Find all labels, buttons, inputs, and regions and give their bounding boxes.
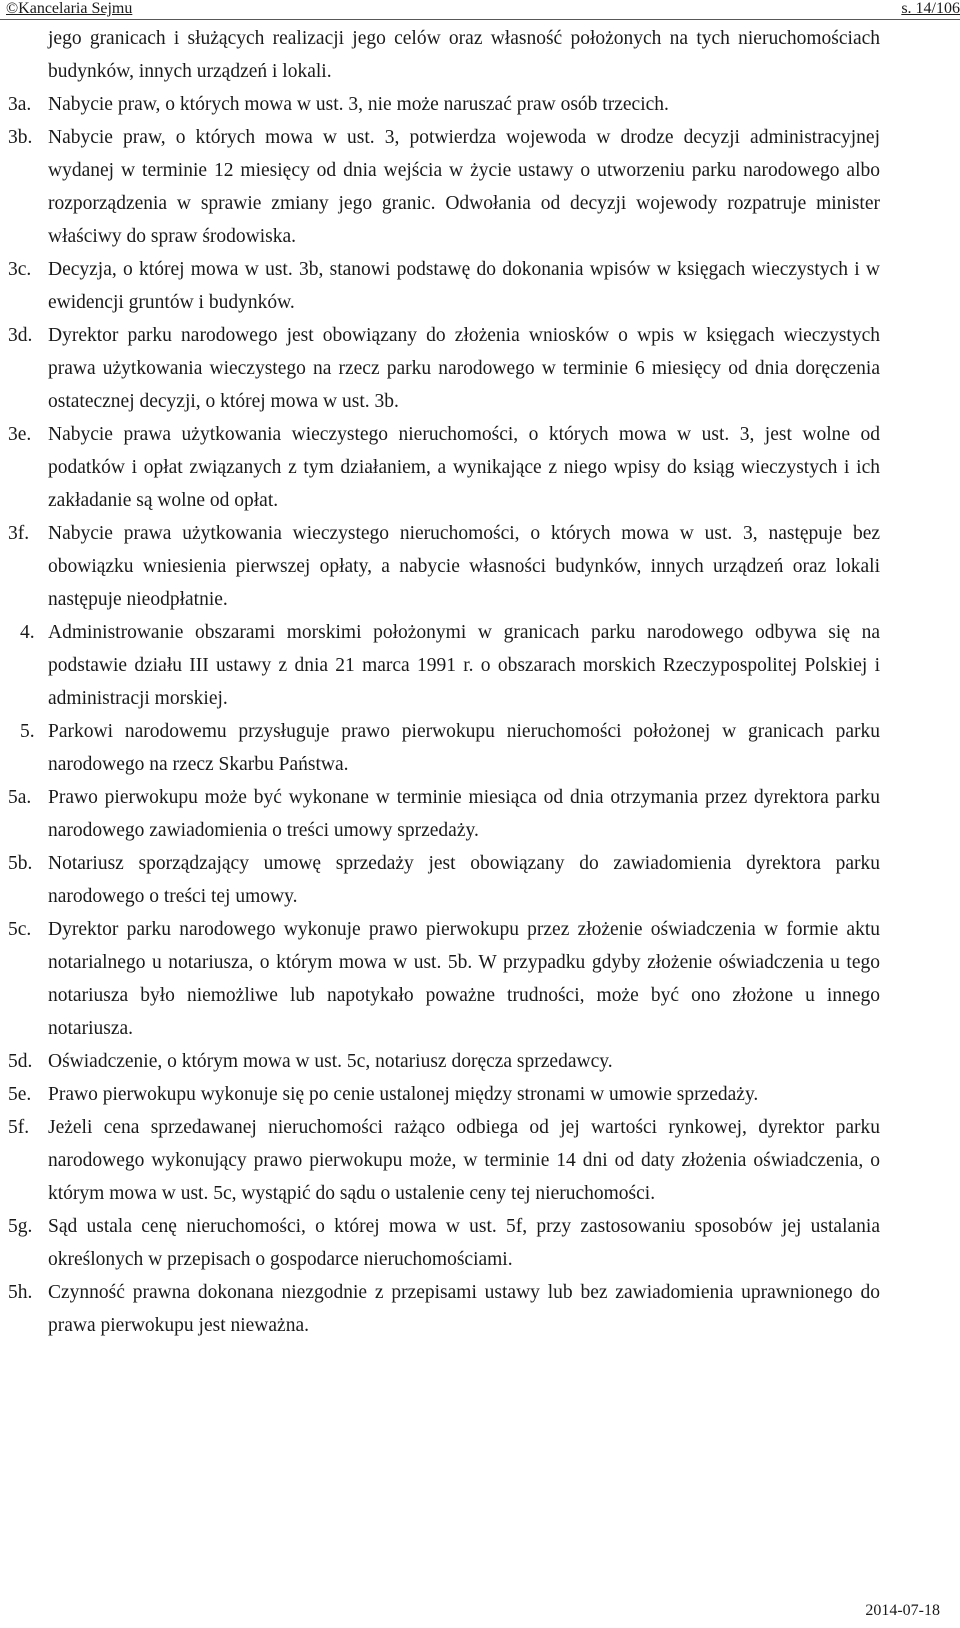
paragraph-number: 3a. bbox=[8, 94, 32, 115]
paragraph-5d bbox=[0, 1045, 880, 1078]
paragraph-5f bbox=[0, 1111, 880, 1210]
paragraph-3e bbox=[0, 418, 880, 517]
paragraph-text: Prawo pierwokupu może być wykonane w terminie miesiąca od dnia otrzymania przez dyrektora parku narodowego zawiadomienia o treści umowy sprzedaży. bbox=[48, 787, 880, 841]
paragraph-5c bbox=[0, 913, 880, 1045]
paragraph-text: Dyrektor parku narodowego wykonuje prawo pierwokupu przez złożenie oświadczenia w formie aktu notarialnego u notariusza, o którym mowa w ust. 5b. W przypadku gdyby złożenie oświadczenia u tego notariusza było niemożliwe lub napotykało poważne trudności, może być ono złożone u innego notariusza. bbox=[48, 919, 880, 1039]
paragraph-text: Nabycie prawa użytkowania wieczystego nieruchomości, o których mowa w ust. 3, jest wolne od podatków i opłat związanych z tym działaniem, a wynikające z niego wpisy do ksiąg wieczystych i ich zakładanie są wolne od opłat. bbox=[48, 424, 880, 511]
paragraph-number: 5a. bbox=[8, 787, 32, 808]
paragraph-5b bbox=[0, 847, 880, 913]
paragraph-number: 5f. bbox=[8, 1117, 30, 1138]
paragraph-text: Decyzja, o której mowa w ust. 3b, stanowi podstawę do dokonania wpisów w księgach wieczystych i w ewidencji gruntów i budynków. bbox=[48, 259, 880, 313]
page-footer-date: 2014-07-18 bbox=[865, 1602, 940, 1619]
paragraph-text: Jeżeli cena sprzedawanej nieruchomości rażąco odbiega od jej wartości rynkowej, dyrektor parku narodowego wykonujący prawo pierwokupu może, w terminie 14 dni od daty złożenia oświadczenia, o którym mowa w ust. 5c, wystąpić do sądu o ustalenie ceny tej nieruchomości. bbox=[48, 1117, 880, 1204]
paragraph-number: 5. bbox=[20, 721, 35, 742]
paragraph-number: 3f. bbox=[8, 523, 30, 544]
continuation-text: jego granicach i służących realizacji jego celów oraz własność położonych na tych nieruchomościach budynków, innych urządzeń i lokali. bbox=[48, 28, 880, 82]
document-body bbox=[0, 22, 880, 1342]
paragraph-number: 5g. bbox=[8, 1216, 33, 1237]
paragraph-text: Nabycie praw, o których mowa w ust. 3, nie może naruszać praw osób trzecich. bbox=[48, 94, 669, 115]
paragraph-text: Nabycie praw, o których mowa w ust. 3, potwierdza wojewoda w drodze decyzji administracyjnej wydanej w terminie 12 miesięcy od dnia wejścia w życie ustawy o utworzeniu parku narodowego albo rozporządzenia w sprawie zmiany jego granic. Odwołania od decyzji wojewody rozpatruje minister właściwy do spraw środowiska. bbox=[48, 127, 880, 247]
paragraph-number: 5e. bbox=[8, 1084, 32, 1105]
paragraph-3b bbox=[0, 121, 880, 253]
paragraph-number: 3e. bbox=[8, 424, 32, 445]
paragraph-text: Administrowanie obszarami morskimi położonymi w granicach parku narodowego odbywa się na podstawie działu III ustawy z dnia 21 marca 1991 r. o obszarach morskich Rzeczypospolitej Polskiej i administracji morskiej. bbox=[48, 622, 880, 709]
paragraph-5h bbox=[0, 1276, 880, 1342]
header-divider bbox=[0, 19, 960, 20]
paragraph-number: 5b. bbox=[8, 853, 33, 874]
paragraph-5a bbox=[0, 781, 880, 847]
paragraph-text: Notariusz sporządzający umowę sprzedaży jest obowiązany do zawiadomienia dyrektora parku narodowego o treści tej umowy. bbox=[48, 853, 880, 907]
paragraph-5e bbox=[0, 1078, 880, 1111]
paragraph-number: 3d. bbox=[8, 325, 33, 346]
paragraph-text: Nabycie prawa użytkowania wieczystego nieruchomości, o których mowa w ust. 3, następuje bez obowiązku wniesienia pierwszej opłaty, a nabycie własności budynków, innych urządzeń oraz lokali następuje nieodpłatnie. bbox=[48, 523, 880, 610]
page-number-link[interactable]: s. 14/106 bbox=[901, 0, 960, 17]
paragraph-number: 5h. bbox=[8, 1282, 33, 1303]
page-header bbox=[6, 0, 960, 20]
paragraph-text: Prawo pierwokupu wykonuje się po cenie ustalonej między stronami w umowie sprzedaży. bbox=[48, 1084, 759, 1105]
paragraph-3f bbox=[0, 517, 880, 616]
paragraph-number: 5d. bbox=[8, 1051, 33, 1072]
paragraph-3a bbox=[0, 88, 880, 121]
paragraph-text: Parkowi narodowemu przysługuje prawo pierwokupu nieruchomości położonej w granicach parku narodowego na rzecz Skarbu Państwa. bbox=[48, 721, 880, 775]
paragraph-number: 4. bbox=[20, 622, 35, 643]
paragraph-5 bbox=[0, 715, 880, 781]
source-link[interactable]: ©Kancelaria Sejmu bbox=[6, 0, 133, 17]
paragraph-text: Sąd ustala cenę nieruchomości, o której mowa w ust. 5f, przy zastosowaniu sposobów jej ustalania określonych w przepisach o gospodarce nieruchomościami. bbox=[48, 1216, 880, 1270]
paragraph-text: Dyrektor parku narodowego jest obowiązany do złożenia wniosków o wpis w księgach wieczystych prawa użytkowania wieczystego na rzecz parku narodowego w terminie 6 miesięcy od dnia doręczenia ostatecznej decyzji, o której mowa w ust. 3b. bbox=[48, 325, 880, 412]
paragraph-number: 3b. bbox=[8, 127, 33, 148]
paragraph-number: 3c. bbox=[8, 259, 32, 280]
paragraph-5g bbox=[0, 1210, 880, 1276]
paragraph-number: 5c. bbox=[8, 919, 32, 940]
paragraph-3d bbox=[0, 319, 880, 418]
paragraph-text: Czynność prawna dokonana niezgodnie z przepisami ustawy lub bez zawiadomienia uprawnionego do prawa pierwokupu jest nieważna. bbox=[48, 1282, 880, 1336]
paragraph-4 bbox=[0, 616, 880, 715]
paragraph-text: Oświadczenie, o którym mowa w ust. 5c, notariusz doręcza sprzedawcy. bbox=[48, 1051, 613, 1072]
paragraph-3c bbox=[0, 253, 880, 319]
